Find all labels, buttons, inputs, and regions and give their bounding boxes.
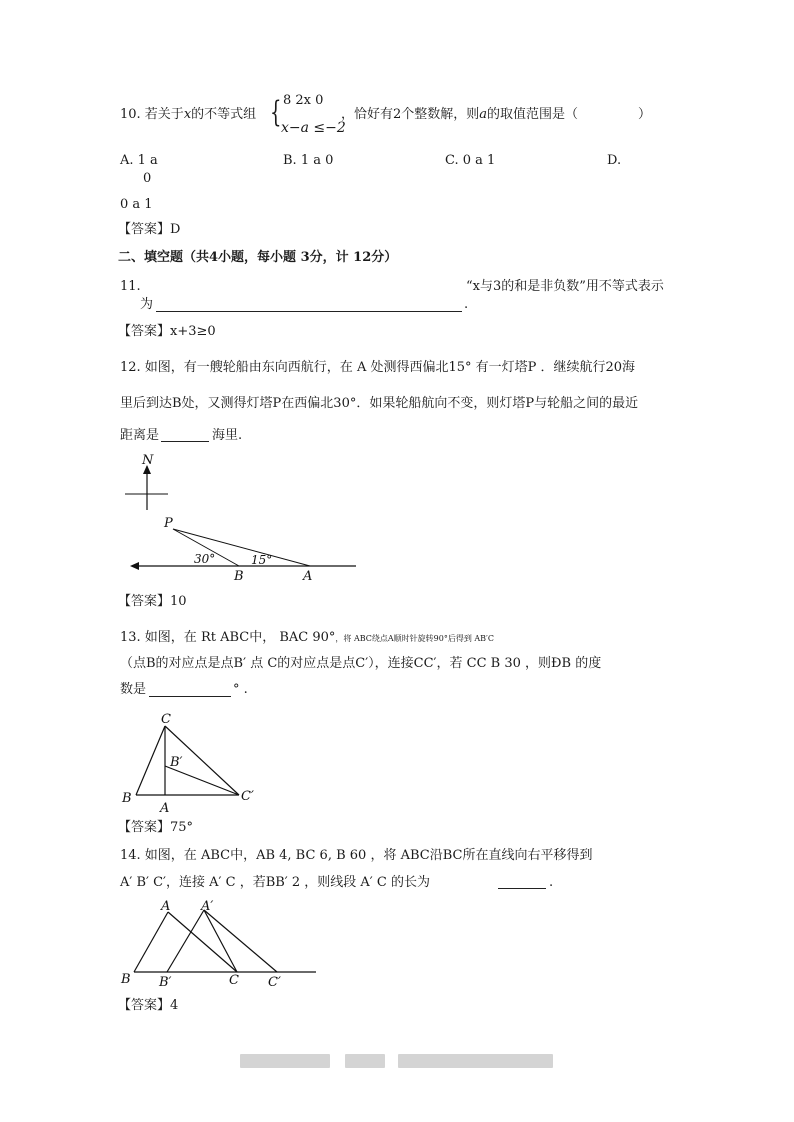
label-Aprime: A′	[201, 899, 214, 914]
footer-blur-1	[240, 1054, 330, 1068]
section-2-heading: 二、填空题（共4小题，每小题 3分，计 12分）	[118, 250, 398, 265]
q10-option-a-cont: 0	[143, 171, 152, 186]
label-P: P	[164, 516, 173, 531]
q10-system-brace: {	[270, 96, 282, 130]
label-Bprime: B′	[159, 975, 172, 990]
label-B: B	[121, 972, 131, 987]
q14-answer-blank	[498, 888, 546, 889]
label-Cprime: C′	[241, 789, 254, 804]
q12-answer-blank	[161, 441, 209, 442]
course-arrow-head	[130, 562, 139, 570]
q11-stem-end: .	[464, 297, 469, 312]
q10-stem: 10. 若关于x的不等式组	[120, 107, 257, 122]
q12-line3-end: 海里.	[212, 428, 243, 443]
label-N: N	[142, 453, 154, 468]
footer-blur-3	[398, 1054, 553, 1068]
q12-line2: 里后到达B处，又测得灯塔P在西偏北30°．如果轮船航向不变，则灯塔P与轮船之间的最近	[120, 396, 639, 411]
q12-line1: 12. 如图，有一艘轮船由东向西航行，在 A 处测得西偏北15° 有一灯塔P ．继续航行20海	[120, 360, 636, 375]
label-Cprime: C′	[268, 975, 281, 990]
q10-option-c: C. 0 a 1	[445, 153, 496, 168]
q10-option-d: D.	[607, 153, 622, 168]
side-ApCp	[204, 910, 277, 972]
segment-ApC	[204, 910, 237, 972]
q10-stem-close: ）	[638, 107, 652, 122]
q12-figure	[120, 452, 370, 592]
q11-stem: “x与3的和是非负数”用不等式表示	[466, 279, 664, 294]
q13-line2: （点B的对应点是点B′ 点 C的对应点是点C′），连接CC′，若 CC B 30 ，则ÐB 的度	[120, 656, 602, 671]
side-AB	[134, 912, 168, 972]
label-A: A	[160, 801, 170, 816]
q12-line3: 距离是	[120, 428, 160, 443]
angle-15: 15°	[251, 553, 273, 567]
q10-answer: 【答案】D	[118, 222, 181, 237]
q11-answer-blank	[156, 311, 462, 312]
q10-option-a: A. 1 a	[120, 153, 158, 168]
q14-figure	[118, 896, 328, 996]
q11-number: 11.	[120, 279, 141, 294]
q13-line3-end: ° .	[233, 682, 248, 697]
side-AC	[168, 912, 237, 972]
q13-line3: 数是	[120, 682, 147, 697]
label-Bprime: B′	[170, 755, 183, 770]
q13-answer: 【答案】75°	[118, 820, 194, 835]
q11-stem-line2: 为	[140, 297, 154, 312]
q10-system-row1: 8 2x 0	[283, 93, 324, 108]
label-B: B	[234, 569, 244, 584]
side-ApBp	[167, 910, 204, 972]
footer-blur-2	[345, 1054, 385, 1068]
q13-figure	[118, 708, 268, 818]
q12-answer: 【答案】10	[118, 594, 187, 609]
q14-line2: A′ B′ C′，连接 A′ C ，若BB′ 2 ，则线段 A′ C 的长为	[120, 875, 430, 890]
label-A: A	[161, 899, 171, 914]
angle-30: 30°	[194, 552, 216, 566]
label-C: C	[161, 712, 171, 727]
q13-answer-blank	[149, 696, 231, 697]
label-B: B	[122, 791, 132, 806]
q13-line1-small: ，将 ABC绕点A顺时针旋转90°后得到 AB′C	[335, 634, 494, 643]
q10-option-b: B. 1 a 0	[283, 153, 334, 168]
q10-stem-tail: ，恰好有2个整数解，则a的取值范围是（	[341, 107, 579, 122]
side-BpCp	[165, 766, 239, 795]
q13-line1: 13. 如图，在 Rt ABC中， BAC 90°，将 ABC绕点A顺时针旋转90°后得到 AB′C	[120, 630, 494, 645]
q14-line1: 14. 如图，在 ABC中，AB 4, BC 6, B 60 ，将 ABC沿BC所在直线向右平移得到	[120, 848, 593, 863]
q14-line2-end: .	[549, 875, 554, 890]
q10-option-d-cont: 0 a 1	[120, 197, 153, 212]
label-C: C	[229, 973, 239, 988]
q10-system-row2: x−a ≤−2	[281, 120, 346, 136]
side-BC	[136, 726, 165, 795]
label-A: A	[303, 569, 313, 584]
q11-answer: 【答案】x+3≥0	[118, 324, 216, 339]
q14-answer: 【答案】4	[118, 998, 179, 1013]
